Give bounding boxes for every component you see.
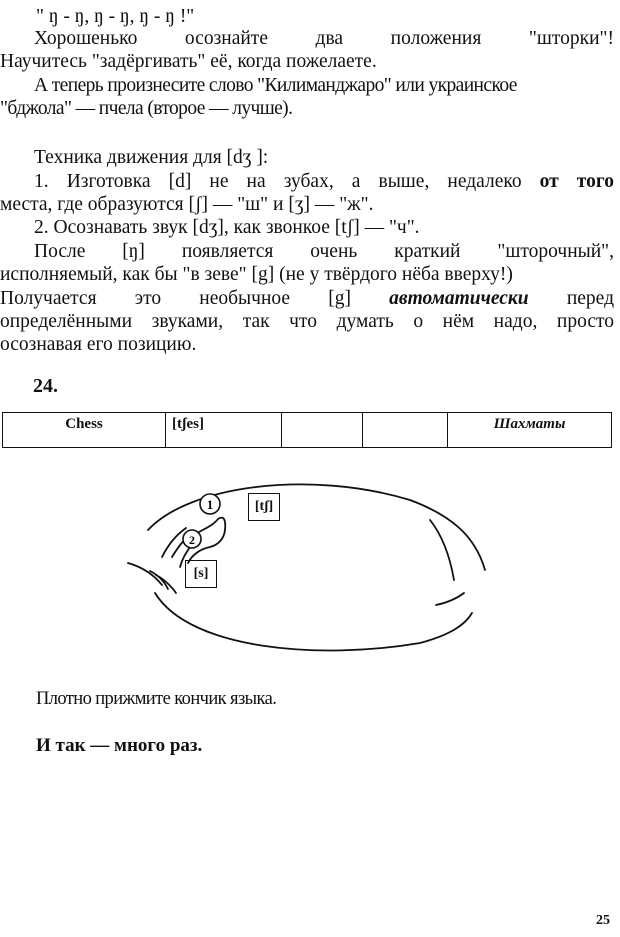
technique-step-1	[0, 171, 614, 193]
text-line-11	[0, 288, 614, 310]
translation-cell: Шахматы	[448, 413, 612, 448]
transcription-cell: [tʃes]	[166, 413, 282, 448]
step-1-text: 1. Изготовка [d] не на зубах, а выше, недалеко	[34, 171, 540, 192]
line-11-start: Получается это необычное [g]	[0, 288, 390, 309]
text-line-13: осознавая его позицию.	[0, 334, 197, 355]
throat-stroke-2	[436, 593, 464, 605]
marker-2	[183, 530, 201, 548]
table-row	[3, 413, 612, 448]
page-number: 25	[596, 913, 610, 928]
step-1-bold: от того	[539, 171, 614, 192]
empty-cell-1	[282, 413, 363, 448]
emphasis-automatically: автоматически	[389, 288, 529, 309]
word-table	[2, 412, 612, 448]
jaw-outline	[155, 593, 472, 650]
text-line-10: исполняемый, как бы "в зеве" [g] (не у твёрдого нёба вверху!)	[0, 264, 513, 285]
nasal-drill-line: " ŋ - ŋ, ŋ - ŋ, ŋ - ŋ !"	[36, 6, 195, 27]
lower-lip-1	[128, 563, 162, 585]
empty-cell-2	[363, 413, 448, 448]
throat-stroke-1	[430, 520, 454, 580]
marker-1-label: 1	[206, 497, 214, 512]
instruction-repeat: И так — много раз.	[36, 735, 203, 756]
instruction-press: Плотно прижмите кончик языка.	[36, 689, 277, 709]
line-11-end: перед	[528, 288, 614, 309]
label-s-box: [s]	[185, 560, 217, 588]
technique-step-2: 2. Осознавать звук [dʒ], как звонкое [tʃ] — "ч".	[34, 217, 420, 238]
technique-step-1-cont: места, где образуются [ʃ] — "ш" и [ʒ] — "ж".	[0, 194, 374, 215]
marker-2-label: 2	[189, 533, 195, 547]
text-line-4: "бджола" — пчела (второе — лучше).	[0, 98, 293, 119]
marker-1	[200, 494, 220, 514]
text-line-3: А теперь произнесите слово "Килиманджаро" или украинское	[34, 75, 517, 96]
technique-heading: Техника движения для [dʒ ]:	[34, 147, 269, 168]
word-cell: Chess	[3, 413, 166, 448]
text-line-1: Хорошенько осознайте два положения "шторки"!	[34, 28, 614, 49]
text-line-12: определёнными звуками, так что думать о нём надо, просто	[0, 311, 614, 332]
label-tsh-box: [tʃ]	[248, 493, 280, 521]
section-number: 24.	[33, 375, 58, 397]
text-line-9: После [ŋ] появляется очень краткий "шторочный",	[34, 241, 614, 262]
text-line-2: Научитесь "задёргивать" её, когда пожелаете.	[0, 51, 377, 72]
mouth-tongue-diagram	[120, 475, 500, 660]
